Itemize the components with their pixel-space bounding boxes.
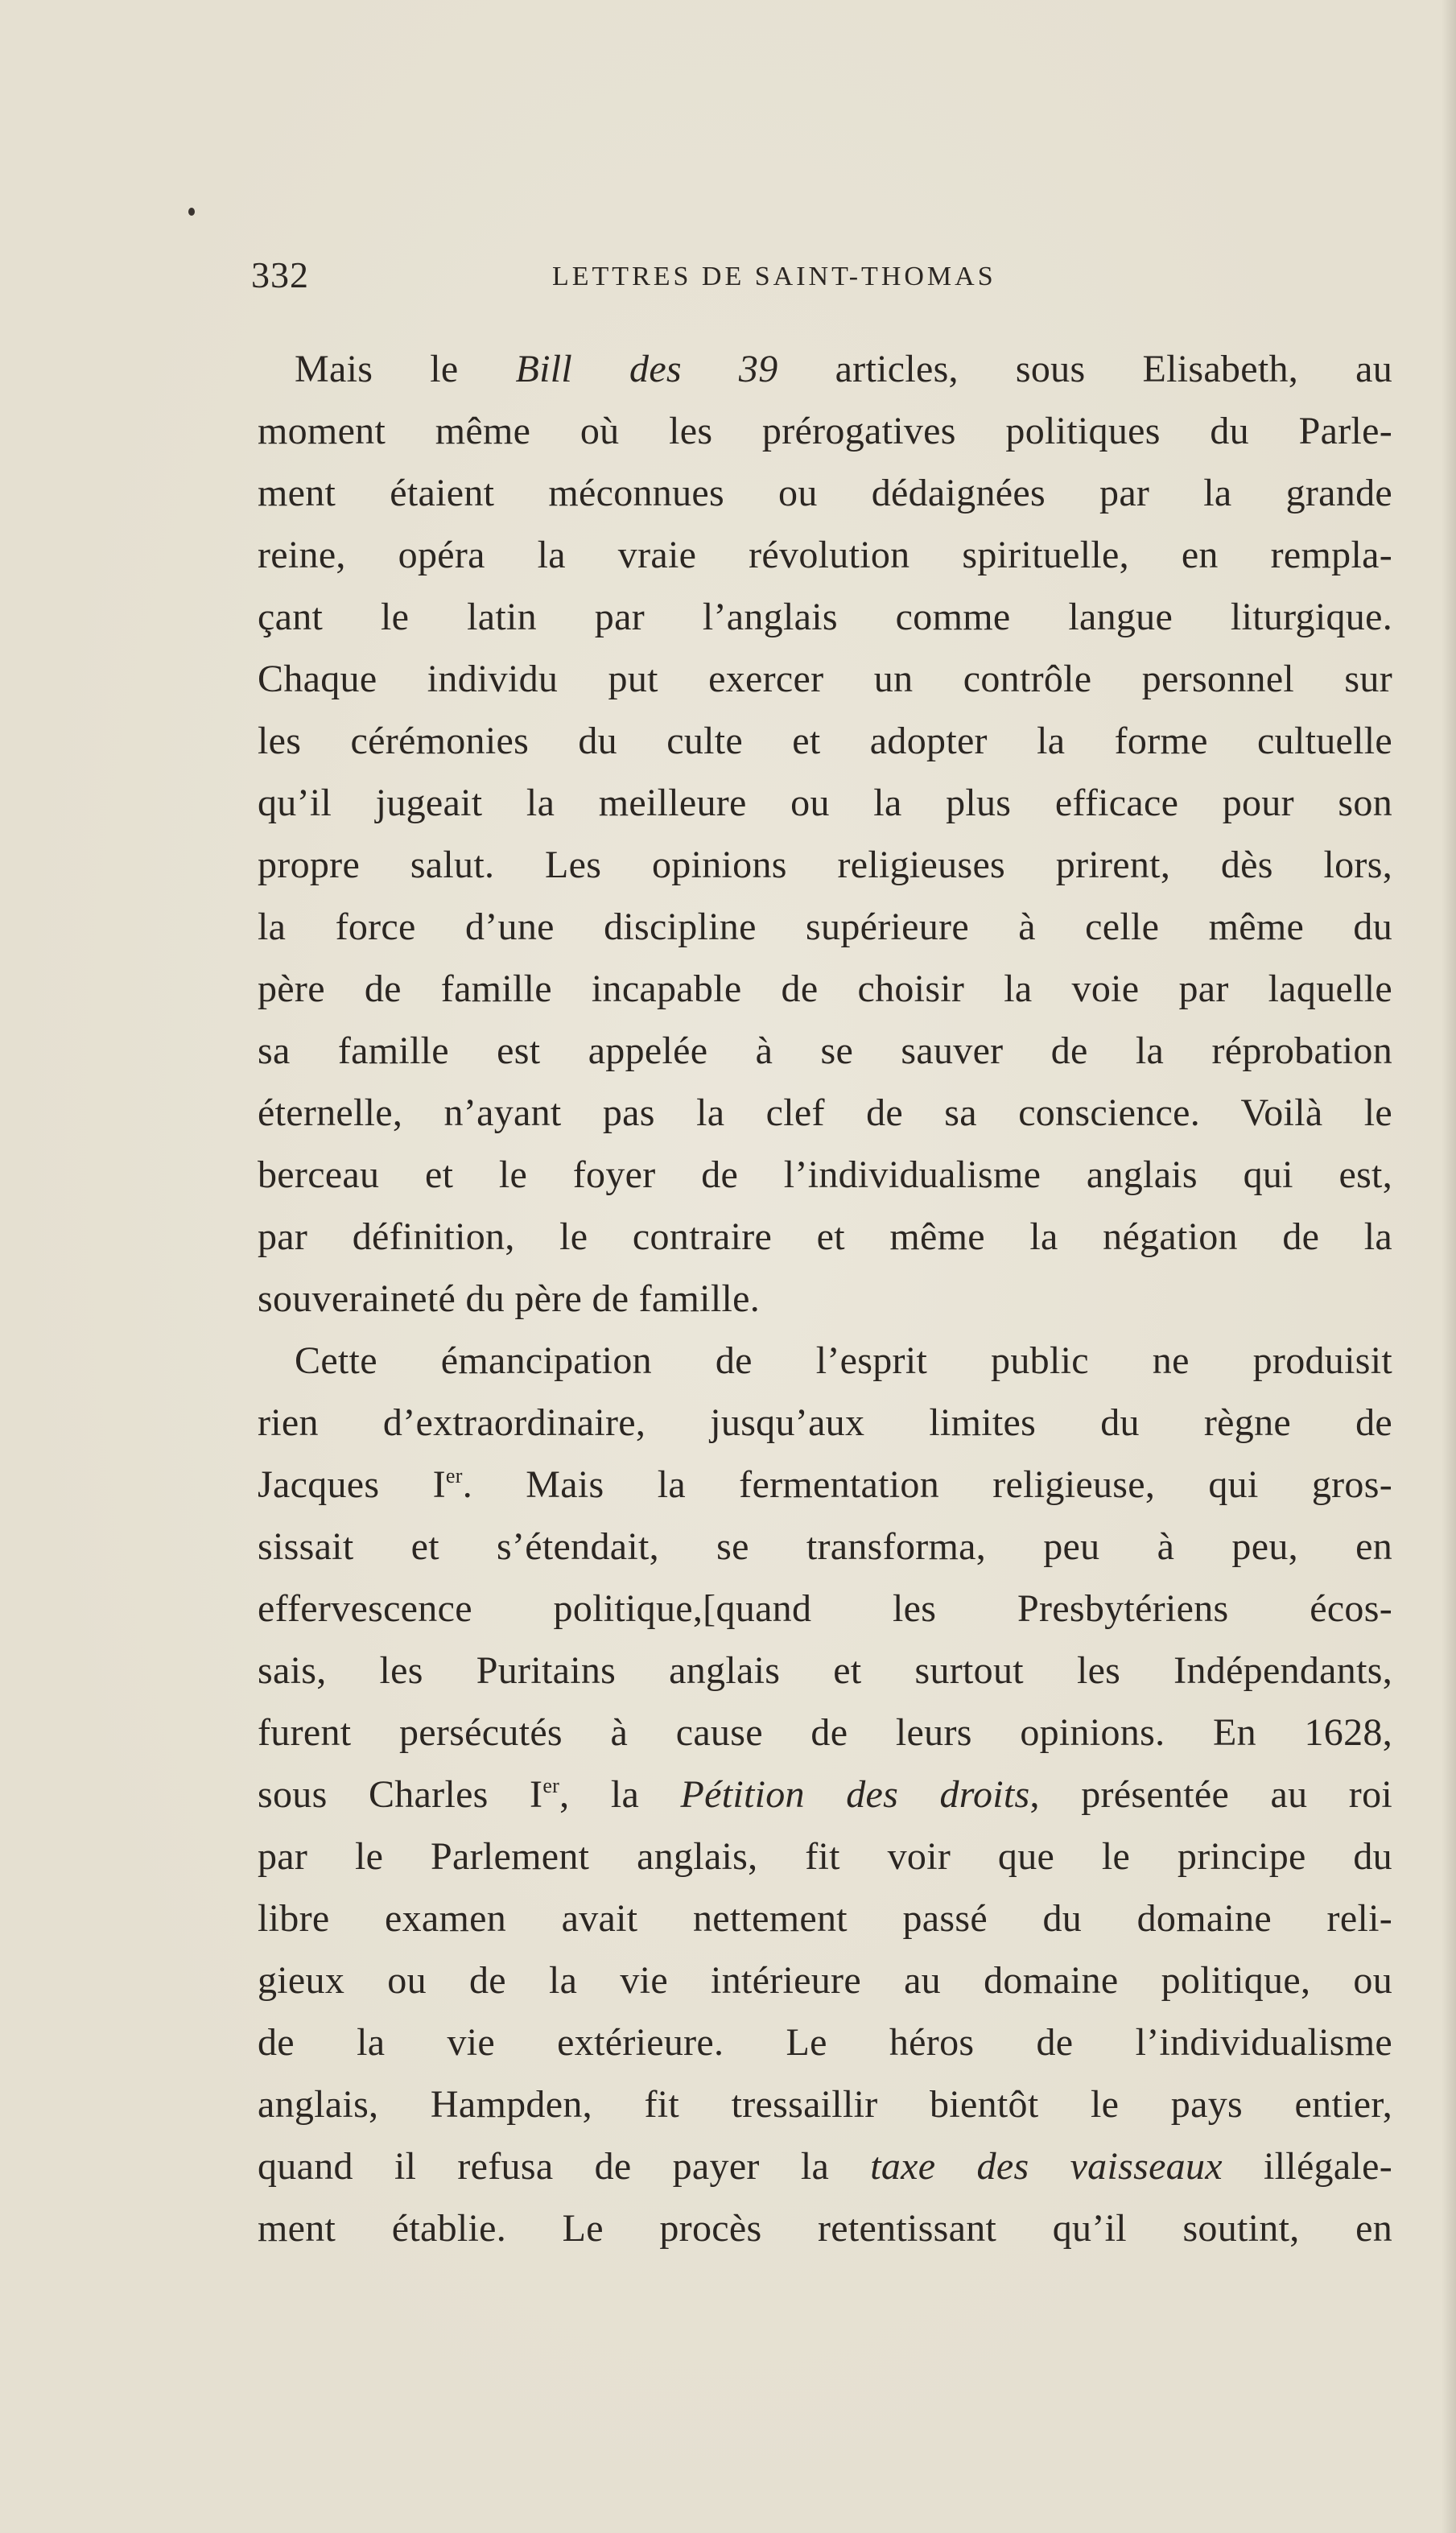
text-line: sais, les Puritains anglais et surtout les Indépendants, xyxy=(258,1649,1392,1692)
text-line: souveraineté du père de famille. xyxy=(258,1277,760,1320)
text-line: la force d’une discipline supérieure à celle même du xyxy=(258,906,1392,948)
text-line: éternelle, n’ayant pas la clef de sa conscience. Voilà le xyxy=(258,1091,1392,1134)
text-line: anglais, Hampden, fit tressaillir bientôt le pays entier, xyxy=(258,2083,1392,2126)
text-line: furent persécutés à cause de leurs opinions. En 1628, xyxy=(258,1711,1392,1754)
body-text xyxy=(258,338,1392,2259)
text-line: effervescence politique,[quand les Presbytériens écos- xyxy=(258,1587,1392,1630)
text-line: berceau et le foyer de l’individualisme anglais qui est, xyxy=(258,1153,1392,1196)
running-title: LETTRES DE SAINT-THOMAS xyxy=(552,262,996,291)
text-line: par définition, le contraire et même la négation de la xyxy=(258,1215,1392,1258)
text-line: gieux ou de la vie intérieure au domaine politique, ou xyxy=(258,1959,1392,2002)
text-line: rien d’extraordinaire, jusqu’aux limites du règne de xyxy=(258,1401,1392,1444)
text-line: sissait et s’étendait, se transforma, peu à peu, en xyxy=(258,1525,1392,1568)
text-line: sous Charles Ier, la Pétition des droits, présentée au roi xyxy=(258,1773,1393,1816)
text-line: ment établie. Le procès retentissant qu’il soutint, en xyxy=(258,2207,1392,2250)
text-line: Cette émancipation de l’esprit public ne produisit xyxy=(295,1339,1392,1382)
text-line: Chaque individu put exercer un contrôle personnel sur xyxy=(258,658,1392,700)
text-line: de la vie extérieure. Le héros de l’individualisme xyxy=(258,2021,1392,2064)
text-line: les cérémonies du culte et adopter la forme cultuelle xyxy=(258,720,1392,762)
text-line: quand il refusa de payer la taxe des vaisseaux illégale- xyxy=(258,2145,1392,2188)
page-number: 332 xyxy=(251,254,309,295)
text-line: propre salut. Les opinions religieuses prirent, dès lors, xyxy=(258,844,1392,886)
text-line: libre examen avait nettement passé du domaine reli- xyxy=(258,1897,1392,1940)
text-line: sa famille est appelée à se sauver de la réprobation xyxy=(258,1029,1392,1072)
page-header xyxy=(251,251,1394,299)
text-line: par le Parlement anglais, fit voir que le principe du xyxy=(258,1835,1392,1878)
text-line: çant le latin par l’anglais comme langue liturgique. xyxy=(258,596,1392,638)
text-line: ment étaient méconnues ou dédaignées par la grande xyxy=(258,472,1392,514)
ink-speck xyxy=(188,208,195,216)
text-line: père de famille incapable de choisir la voie par laquelle xyxy=(258,967,1392,1010)
text-line: Mais le Bill des 39 articles, sous Elisabeth, au xyxy=(295,348,1392,390)
text-line: moment même où les prérogatives politiques du Parle- xyxy=(258,410,1392,452)
text-line: reine, opéra la vraie révolution spirituelle, en rempla- xyxy=(258,534,1392,576)
page-edge-shadow xyxy=(1442,0,1456,2533)
text-line: qu’il jugeait la meilleure ou la plus efficace pour son xyxy=(258,782,1392,824)
text-line: Jacques Ier. Mais la fermentation religieuse, qui gros- xyxy=(258,1463,1392,1506)
